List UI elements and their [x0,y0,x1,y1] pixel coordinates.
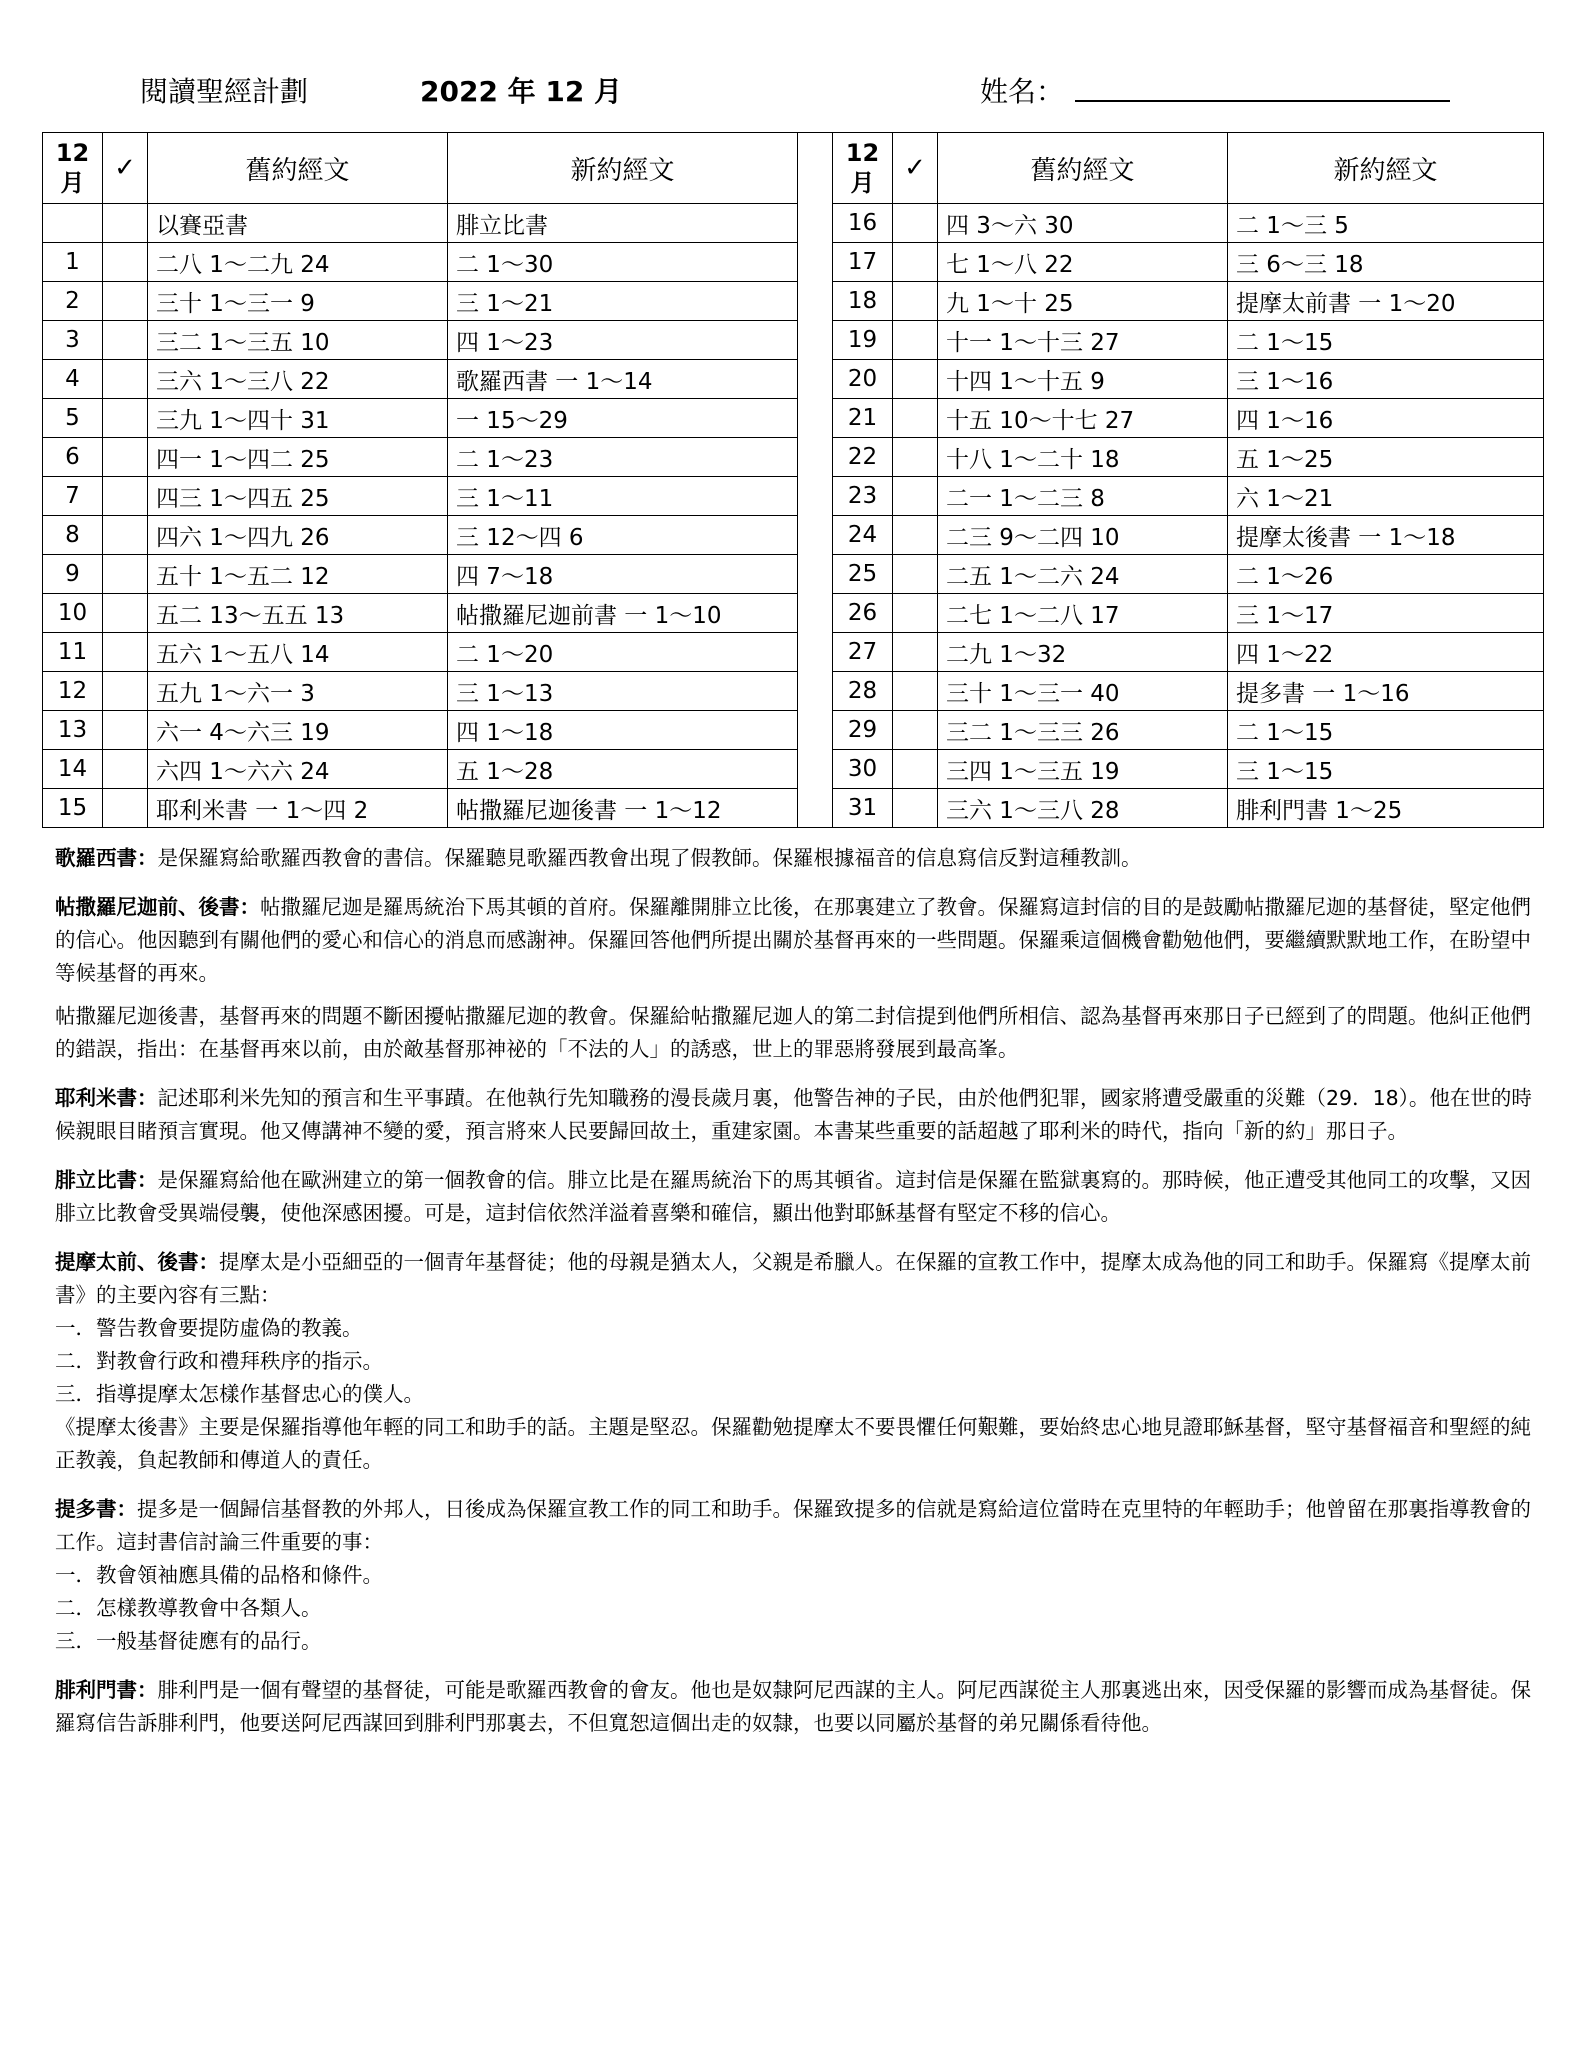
ot-reading: 三九 1～四十 31 [148,399,448,438]
name-field-line[interactable] [1075,100,1450,102]
ot-reading: 十五 10～十七 27 [938,399,1228,438]
day-cell: 16 [833,204,893,243]
day-cell: 10 [43,594,103,633]
note-thessalonians [55,891,1535,990]
nt-reading: 二 1～15 [1228,321,1544,360]
check-box[interactable] [893,282,938,321]
note-colossians [55,842,1535,875]
note-text: 是保羅寫給他在歐洲建立的第一個教會的信。腓立比是在羅馬統治下的馬其頓省。這封信是保羅在監獄裏寫的。那時候，他正遭受其他同工的攻擊，又因腓立比教會受異端侵襲，使他深感困擾。可是，這封信依然洋溢着喜樂和確信，顯出他對耶穌基督有堅定不移的信心。 [55,1168,1531,1225]
column-gap [798,789,833,828]
table-row [43,516,1544,555]
note-text: 帖撒羅尼迦是羅馬統治下馬其頓的首府。保羅離開腓立比後，在那裏建立了教會。保羅寫這封信的目的是鼓勵帖撒羅尼迦的基督徒，堅定他們的信心。他因聽到有關他們的愛心和信心的消息而感謝神。保羅回答他們所提出關於基督再來的一些問題。保羅乘這個機會勸勉他們，要繼續默默地工作，在盼望中等候基督的再來。 [55,895,1531,985]
check-box[interactable] [893,555,938,594]
nt-reading: 四 7～18 [448,555,798,594]
nt-reading: 二 1～26 [1228,555,1544,594]
day-cell: 8 [43,516,103,555]
table-row [43,321,1544,360]
ot-reading: 三二 1～三三 26 [938,711,1228,750]
day-cell [43,204,103,243]
name-label: 姓名： [980,75,1065,108]
nt-header-right: 新約經文 [1228,133,1544,204]
check-box[interactable] [103,399,148,438]
check-box[interactable] [103,243,148,282]
ot-reading: 耶利米書 一 1～四 2 [148,789,448,828]
nt-reading: 腓立比書 [448,204,798,243]
day-cell: 12 [43,672,103,711]
column-gap [798,750,833,789]
check-box[interactable] [103,594,148,633]
day-cell: 17 [833,243,893,282]
ot-reading: 五二 13～五五 13 [148,594,448,633]
nt-reading: 三 1～15 [1228,750,1544,789]
table-row [43,360,1544,399]
note-jeremiah [55,1082,1535,1148]
nt-reading: 三 1～17 [1228,594,1544,633]
check-box[interactable] [103,204,148,243]
day-cell: 23 [833,477,893,516]
nt-reading: 提摩太後書 一 1～18 [1228,516,1544,555]
column-gap [798,243,833,282]
nt-reading: 三 1～21 [448,282,798,321]
nt-reading: 三 6～三 18 [1228,243,1544,282]
nt-reading: 二 1～23 [448,438,798,477]
table-row [43,282,1544,321]
nt-reading: 三 1～16 [1228,360,1544,399]
note-thessalonians-2: 帖撒羅尼迦後書，基督再來的問題不斷困擾帖撒羅尼迦的教會。保羅給帖撒羅尼迦人的第二封信提到他們所相信、認為基督再來那日子已經到了的問題。他糾正他們的錯誤，指出：在基督再來以前，由於敵基督那神祕的「不法的人」的誘惑，世上的罪惡將發展到最高峯。 [55,1004,1531,1061]
check-box[interactable] [103,360,148,399]
ot-reading: 三二 1～三五 10 [148,321,448,360]
day-cell: 6 [43,438,103,477]
ot-reading: 五九 1～六一 3 [148,672,448,711]
nt-reading: 提多書 一 1～16 [1228,672,1544,711]
ot-reading: 四 3～六 30 [938,204,1228,243]
day-cell: 4 [43,360,103,399]
check-box[interactable] [893,516,938,555]
nt-reading: 二 1～30 [448,243,798,282]
table-row [43,672,1544,711]
day-cell: 31 [833,789,893,828]
ot-reading: 三六 1～三八 28 [938,789,1228,828]
note-term: 耶利米書： [55,1086,158,1110]
nt-reading: 三 12～四 6 [448,516,798,555]
note-timothy [55,1246,1535,1477]
nt-reading: 二 1～15 [1228,711,1544,750]
check-box[interactable] [103,438,148,477]
day-cell: 13 [43,711,103,750]
day-cell: 18 [833,282,893,321]
nt-reading: 帖撒羅尼迦後書 一 1～12 [448,789,798,828]
check-header-left: ✓ [103,133,148,204]
ot-reading: 五六 1～五八 14 [148,633,448,672]
note-term: 帖撒羅尼迦前、後書： [55,895,260,919]
ot-reading: 以賽亞書 [148,204,448,243]
nt-reading: 三 1～11 [448,477,798,516]
check-box[interactable] [893,750,938,789]
day-cell: 20 [833,360,893,399]
month-label: 2022 年 12 月 [420,75,623,108]
month-header-left: 12 月 [43,133,103,204]
note-term: 提多書： [55,1497,137,1521]
check-box[interactable] [103,282,148,321]
check-box[interactable] [893,204,938,243]
column-gap [798,711,833,750]
ot-reading: 三六 1～三八 22 [148,360,448,399]
ot-header-right: 舊約經文 [938,133,1228,204]
column-gap [798,360,833,399]
list-item: 二．怎樣教導教會中各類人。 [55,1596,322,1620]
nt-header-left: 新約經文 [448,133,798,204]
day-cell: 21 [833,399,893,438]
month-header-right: 12 月 [833,133,893,204]
ot-reading: 十一 1～十三 27 [938,321,1228,360]
note-text: 腓利門是一個有聲望的基督徒，可能是歌羅西教會的會友。他也是奴隸阿尼西謀的主人。阿尼西謀從主人那裏逃出來，因受保羅的影響而成為基督徒。保羅寫信告訴腓利門，他要送阿尼西謀回到腓利門那裏去，不但寬恕這個出走的奴隸，也要以同屬於基督的弟兄關係看待他。 [55,1678,1531,1735]
day-cell: 5 [43,399,103,438]
column-gap [798,555,833,594]
column-gap [798,672,833,711]
day-cell: 1 [43,243,103,282]
nt-reading: 五 1～28 [448,750,798,789]
day-cell: 25 [833,555,893,594]
day-cell: 26 [833,594,893,633]
check-box[interactable] [893,243,938,282]
nt-reading: 一 15～29 [448,399,798,438]
day-cell: 24 [833,516,893,555]
ot-reading: 三十 1～三一 40 [938,672,1228,711]
note-term: 腓立比書： [55,1168,158,1192]
column-gap [798,204,833,243]
check-box[interactable] [893,477,938,516]
ot-reading: 七 1～八 22 [938,243,1228,282]
day-cell: 30 [833,750,893,789]
column-gap [798,133,833,204]
column-gap [798,594,833,633]
note-text: 提多是一個歸信基督教的外邦人，日後成為保羅宣教工作的同工和助手。保羅致提多的信就是寫給這位當時在克里特的年輕助手；他曾留在那裏指導教會的工作。這封書信討論三件重要的事： [55,1497,1531,1554]
nt-reading: 提摩太前書 一 1～20 [1228,282,1544,321]
ot-header-left: 舊約經文 [148,133,448,204]
check-box[interactable] [103,516,148,555]
table-row [43,399,1544,438]
ot-reading: 四六 1～四九 26 [148,516,448,555]
nt-reading: 四 1～18 [448,711,798,750]
day-cell: 29 [833,711,893,750]
table-row [43,750,1544,789]
check-box[interactable] [103,789,148,828]
day-cell: 28 [833,672,893,711]
nt-reading: 帖撒羅尼迦前書 一 1～10 [448,594,798,633]
note-titus [55,1493,1535,1658]
check-box[interactable] [103,555,148,594]
nt-reading: 四 1～22 [1228,633,1544,672]
ot-reading: 十八 1～二十 18 [938,438,1228,477]
check-box[interactable] [893,399,938,438]
table-row [43,204,1544,243]
nt-reading: 五 1～25 [1228,438,1544,477]
list-item: 一．警告教會要提防虛偽的教義。 [55,1316,363,1340]
nt-reading: 二 1～三 5 [1228,204,1544,243]
day-cell: 11 [43,633,103,672]
page-header [0,70,1583,110]
ot-reading: 六四 1～六六 24 [148,750,448,789]
day-cell: 19 [833,321,893,360]
check-header-right: ✓ [893,133,938,204]
check-box[interactable] [893,711,938,750]
note-term: 歌羅西書： [55,846,158,870]
ot-reading: 六一 4～六三 19 [148,711,448,750]
day-cell: 9 [43,555,103,594]
day-cell: 27 [833,633,893,672]
ot-reading: 三十 1～三一 9 [148,282,448,321]
column-gap [798,282,833,321]
list-item: 三．一般基督徒應有的品行。 [55,1629,322,1653]
ot-reading: 三四 1～三五 19 [938,750,1228,789]
table-row [43,438,1544,477]
table-row [43,243,1544,282]
ot-reading: 二九 1～32 [938,633,1228,672]
nt-reading: 四 1～23 [448,321,798,360]
check-box[interactable] [103,750,148,789]
list-item: 一．教會領袖應具備的品格和條件。 [55,1563,383,1587]
note-text: 記述耶利米先知的預言和生平事蹟。在他執行先知職務的漫長歲月裏，他警告神的子民，由於他們犯罪，國家將遭受嚴重的災難（29．18）。他在世的時候親眼目睹預言實現。他又傳講神不變的愛，預言將來人民要歸回故土，重建家園。本書某些重要的話超越了耶利米的時代，指向「新的約」那日子。 [55,1086,1532,1143]
table-row [43,633,1544,672]
list-item: 三．指導提摩太怎樣作基督忠心的僕人。 [55,1382,424,1406]
day-cell: 22 [833,438,893,477]
table-row [43,711,1544,750]
ot-reading: 二七 1～二八 17 [938,594,1228,633]
page-title: 閱讀聖經計劃 [140,75,309,108]
ot-reading: 九 1～十 25 [938,282,1228,321]
day-cell: 15 [43,789,103,828]
reading-plan-table [42,132,1544,828]
check-box[interactable] [893,789,938,828]
column-gap [798,321,833,360]
check-box[interactable] [103,711,148,750]
check-box[interactable] [893,594,938,633]
ot-reading: 二三 9～二四 10 [938,516,1228,555]
day-cell: 7 [43,477,103,516]
ot-reading: 四三 1～四五 25 [148,477,448,516]
note-text-2: 《提摩太後書》主要是保羅指導他年輕的同工和助手的話。主題是堅忍。保羅勸勉提摩太不要畏懼任何艱難，要始終忠心地見證耶穌基督，堅守基督福音和聖經的純正教義，負起教師和傳道人的責任。 [55,1415,1531,1472]
note-philemon [55,1674,1535,1740]
check-box[interactable] [893,321,938,360]
table-row [43,789,1544,828]
note-term: 腓利門書： [55,1678,158,1702]
nt-reading: 六 1～21 [1228,477,1544,516]
day-cell: 2 [43,282,103,321]
nt-reading: 腓利門書 1～25 [1228,789,1544,828]
ot-reading: 四一 1～四二 25 [148,438,448,477]
table-header-row [43,133,1544,204]
check-box[interactable] [893,360,938,399]
table-row [43,477,1544,516]
nt-reading: 四 1～16 [1228,399,1544,438]
note-text: 提摩太是小亞細亞的一個青年基督徒；他的母親是猶太人，父親是希臘人。在保羅的宣教工作中，提摩太成為他的同工和助手。保羅寫《提摩太前書》的主要內容有三點： [55,1250,1531,1307]
column-gap [798,477,833,516]
ot-reading: 二一 1～二三 8 [938,477,1228,516]
ot-reading: 十四 1～十五 9 [938,360,1228,399]
table-row [43,594,1544,633]
column-gap [798,633,833,672]
check-box[interactable] [103,633,148,672]
check-box[interactable] [893,438,938,477]
nt-reading: 二 1～20 [448,633,798,672]
column-gap [798,399,833,438]
ot-reading: 二八 1～二九 24 [148,243,448,282]
check-box[interactable] [893,672,938,711]
nt-reading: 三 1～13 [448,672,798,711]
day-cell: 3 [43,321,103,360]
check-box[interactable] [103,477,148,516]
day-cell: 14 [43,750,103,789]
check-box[interactable] [893,633,938,672]
book-notes [55,842,1535,1756]
check-box[interactable] [103,672,148,711]
check-box[interactable] [103,321,148,360]
column-gap [798,438,833,477]
list-item: 二．對教會行政和禮拜秩序的指示。 [55,1349,383,1373]
table-row [43,555,1544,594]
ot-reading: 二五 1～二六 24 [938,555,1228,594]
note-philippians [55,1164,1535,1230]
note-text: 是保羅寫給歌羅西教會的書信。保羅聽見歌羅西教會出現了假教師。保羅根據福音的信息寫信反對這種教訓。 [157,846,1142,870]
column-gap [798,516,833,555]
ot-reading: 五十 1～五二 12 [148,555,448,594]
nt-reading: 歌羅西書 一 1～14 [448,360,798,399]
note-term: 提摩太前、後書： [55,1250,219,1274]
